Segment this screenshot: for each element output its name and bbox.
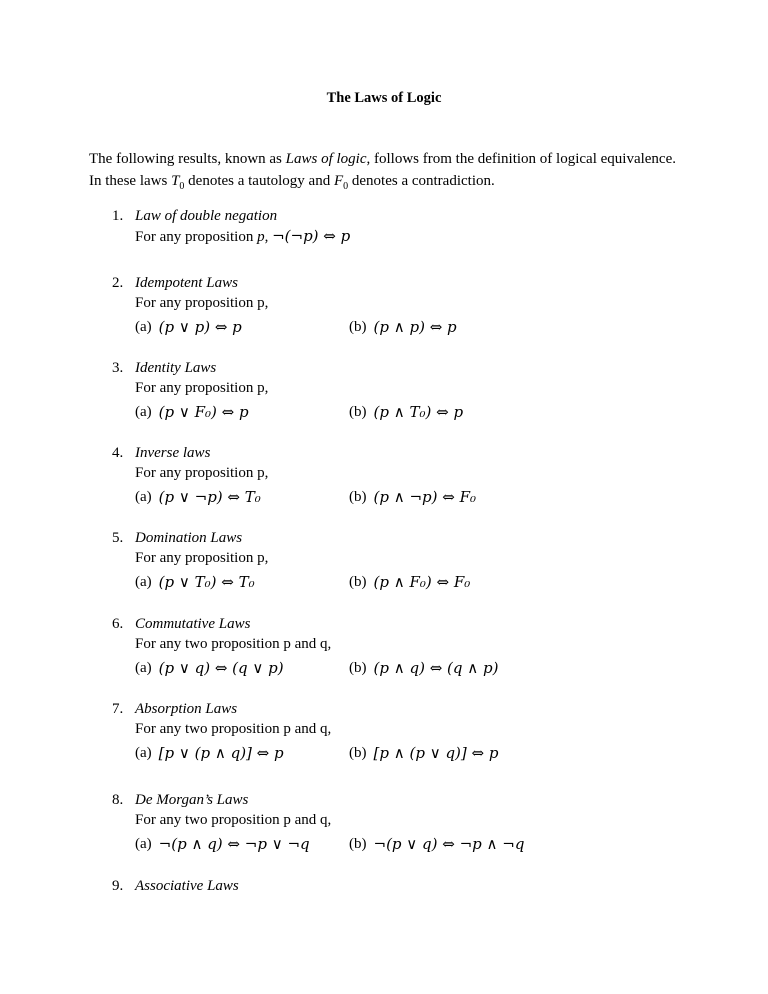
- law-name: Idempotent Laws: [135, 275, 238, 291]
- formula-label-b: (b): [349, 573, 367, 590]
- law-description: For any two proposition p and q,: [135, 812, 332, 828]
- law-formula-a: (p ∨ ¬p) ⇔ T₀: [158, 488, 261, 506]
- intro-line-1: [89, 149, 729, 169]
- intro-text: The following results, known as: [89, 151, 286, 167]
- law-description: For any two proposition p and q,: [135, 636, 332, 652]
- contradiction-subscript: 0: [343, 181, 349, 192]
- intro-text: In these laws: [89, 173, 172, 189]
- formula-label-a: (a): [135, 744, 152, 761]
- law-number: 1.: [112, 208, 124, 224]
- law-formula-b: (p ∧ p) ⇔ p: [373, 318, 457, 336]
- law-formula-b: ¬(p ∨ q) ⇔ ¬p ∧ ¬q: [373, 835, 525, 853]
- intro-line-2: [89, 171, 729, 197]
- law-number: 5.: [112, 530, 124, 546]
- law-item: [112, 614, 672, 681]
- law-description-text: For any proposition: [135, 229, 258, 245]
- law-item: [112, 206, 672, 246]
- law-formula-b: (p ∧ q) ⇔ (q ∧ p): [373, 659, 499, 677]
- law-description: For any two proposition p and q,: [135, 721, 332, 737]
- formula-label-b: (b): [349, 744, 367, 761]
- formula-label-a: (a): [135, 488, 152, 505]
- law-formula-a: (p ∨ q) ⇔ (q ∨ p): [158, 659, 284, 677]
- law-number: 6.: [112, 616, 124, 632]
- formula-label-b: (b): [349, 659, 367, 676]
- contradiction-symbol: F: [333, 173, 344, 189]
- law-formula: ¬(¬p) ⇔ p: [272, 227, 351, 245]
- law-item: [112, 699, 672, 766]
- formula-label-b: (b): [349, 318, 367, 335]
- law-item: [112, 358, 672, 425]
- page-title: The Laws of Logic: [326, 90, 442, 106]
- law-name: Absorption Laws: [135, 701, 238, 717]
- law-item: [112, 528, 672, 595]
- law-name: Domination Laws: [135, 530, 243, 546]
- law-formula-a: ¬(p ∧ q) ⇔ ¬p ∨ ¬q: [158, 835, 310, 853]
- formula-label-b: (b): [349, 403, 367, 420]
- law-name: Law of double negation: [135, 208, 278, 224]
- law-item: [112, 876, 672, 896]
- law-number: 3.: [112, 360, 124, 376]
- law-item: [112, 443, 672, 510]
- law-number: 4.: [112, 445, 124, 461]
- tautology-symbol: T: [171, 173, 180, 189]
- formula-label-a: (a): [135, 835, 152, 852]
- law-description: For any proposition p,: [135, 465, 269, 481]
- law-formula-a: (p ∨ T₀) ⇔ T₀: [158, 573, 255, 591]
- law-number: 7.: [112, 701, 124, 717]
- law-formula-b: [p ∧ (p ∨ q)] ⇔ p: [373, 744, 499, 762]
- law-name: Identity Laws: [135, 360, 217, 376]
- law-number: 8.: [112, 792, 124, 808]
- tautology-subscript: 0: [179, 181, 185, 192]
- formula-label-b: (b): [349, 488, 367, 505]
- law-number: 9.: [112, 878, 124, 894]
- law-variable: p: [257, 229, 265, 245]
- formula-label-a: (a): [135, 318, 152, 335]
- law-name: Associative Laws: [135, 878, 239, 894]
- law-name: Commutative Laws: [135, 616, 251, 632]
- intro-emphasis: Laws of logic: [285, 151, 367, 167]
- law-formula-b: (p ∧ ¬p) ⇔ F₀: [373, 488, 477, 506]
- formula-label-a: (a): [135, 403, 152, 420]
- intro-text: denotes a tautology and: [184, 173, 334, 189]
- intro-text: , follows from the definition of logical equivalence.: [366, 151, 676, 167]
- law-description: For any proposition p,: [135, 380, 269, 396]
- formula-label-a: (a): [135, 573, 152, 590]
- law-formula-a: (p ∨ F₀) ⇔ p: [158, 403, 249, 421]
- formula-label-a: (a): [135, 659, 152, 676]
- law-number: 2.: [112, 275, 124, 291]
- law-formula-b: (p ∧ T₀) ⇔ p: [373, 403, 464, 421]
- law-name: De Morgan’s Laws: [135, 792, 249, 808]
- law-formula-a: [p ∨ (p ∧ q)] ⇔ p: [158, 744, 284, 762]
- intro-text: denotes a contradiction.: [348, 173, 495, 189]
- law-formula-b: (p ∧ F₀) ⇔ F₀: [373, 573, 471, 591]
- formula-label-b: (b): [349, 835, 367, 852]
- law-description: [135, 226, 672, 246]
- law-description: For any proposition p,: [135, 550, 269, 566]
- law-formula-a: (p ∨ p) ⇔ p: [158, 318, 242, 336]
- law-description: For any proposition p,: [135, 295, 269, 311]
- law-item: [112, 790, 672, 857]
- law-name: Inverse laws: [135, 445, 211, 461]
- law-description-text: ,: [264, 229, 273, 245]
- law-item: [112, 273, 672, 340]
